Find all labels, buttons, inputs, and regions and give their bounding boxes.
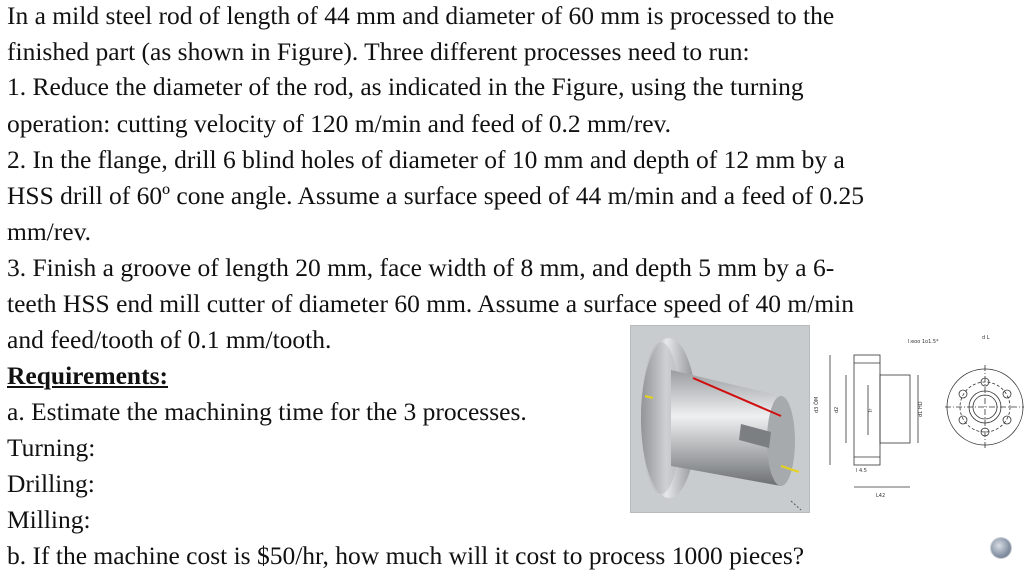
- problem-line-5: 2. In the flange, drill 6 blind holes of diameter of 10 mm and depth of 12 mm by a: [7, 145, 845, 174]
- problem-line-4: operation: cutting velocity of 120 m/min and feed of 0.2 mm/rev.: [7, 109, 672, 138]
- dashed-line: [791, 501, 801, 510]
- problem-line-2: finished part (as shown in Figure). Three different processes need to run:: [7, 37, 750, 66]
- problem-line-9: teeth HSS end mill cutter of diameter 60 mm. Assume a surface speed of 40 m/min: [7, 289, 854, 318]
- problem-line-6: HSS drill of 60º cone angle. Assume a surface speed of 44 m/min and a feed of 0.25: [7, 181, 864, 210]
- turning-label: Turning:: [7, 433, 96, 462]
- problem-line-7: mm/rev.: [7, 217, 92, 246]
- label-top-note: l:eoo 1o1.5*: [908, 339, 939, 345]
- drawings-svg: [810, 325, 1024, 511]
- scroll-indicator-icon[interactable]: [991, 538, 1011, 558]
- shaft-outline: [880, 375, 910, 443]
- part-3d-render: [630, 325, 810, 513]
- hole: [1003, 390, 1011, 398]
- hole: [959, 416, 967, 424]
- requirement-b: b. If the machine cost is $50/hr, how much will it cost to process 1000 pieces?: [7, 541, 805, 570]
- hole: [959, 390, 967, 398]
- label-d2: d2: [834, 406, 840, 413]
- label-t1: Tr: [868, 408, 874, 413]
- side-view: [830, 355, 918, 487]
- front-view: [945, 365, 1024, 449]
- shaft-shape: [671, 370, 781, 486]
- requirements-heading: Requirements:: [7, 361, 169, 390]
- requirement-a: a. Estimate the machining time for the 3 processes.: [7, 397, 527, 426]
- label-d3: d3 ÔM: [814, 396, 820, 413]
- label-l43: l 4.5: [856, 468, 867, 474]
- part-3d-svg: [631, 326, 809, 512]
- problem-line-3: 1. Reduce the diameter of the rod, as indicated in the Figure, using the turning: [7, 72, 804, 101]
- label-d1: d1 HD: [918, 401, 924, 417]
- problem-line-8: 3. Finish a groove of length 20 mm, face width of 8 mm, and depth 5 mm by a 6-: [7, 253, 835, 282]
- label-l42: L42: [876, 493, 886, 499]
- flange-outline: [854, 355, 880, 465]
- part-drawings: [810, 325, 1024, 511]
- problem-line-1: In a mild steel rod of length of 44 mm and diameter of 60 mm is processed to the: [7, 1, 835, 30]
- problem-line-10: and feed/tooth of 0.1 mm/tooth.: [7, 325, 332, 354]
- milling-label: Milling:: [7, 505, 91, 534]
- label-dl: d L: [982, 335, 990, 341]
- hole: [1003, 416, 1011, 424]
- drilling-label: Drilling:: [7, 469, 95, 498]
- shaft-end: [767, 396, 795, 486]
